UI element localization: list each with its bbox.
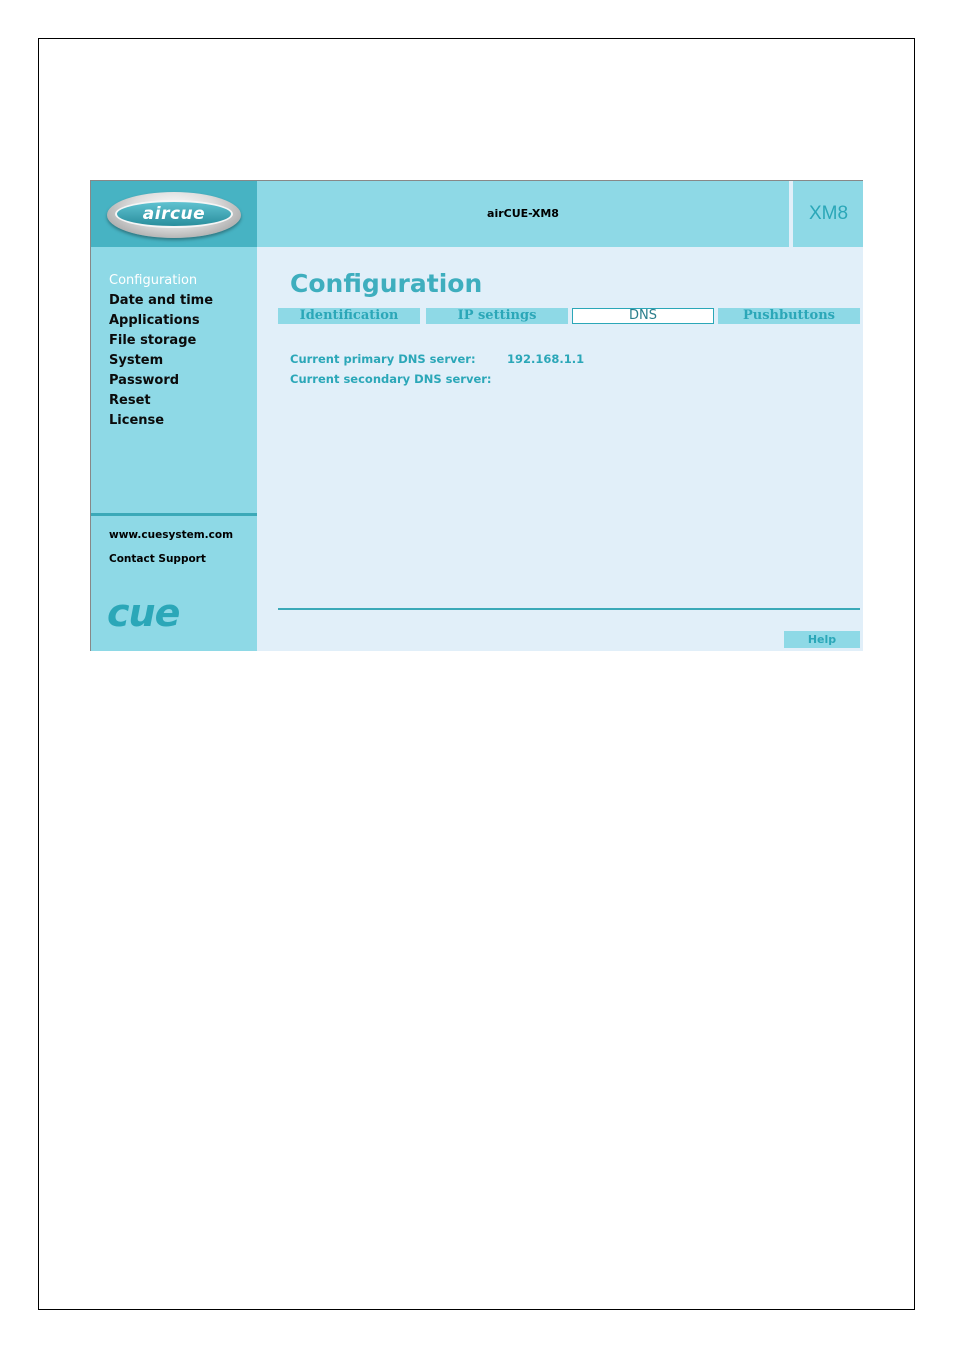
tab-pushbuttons[interactable]: Pushbuttons — [718, 308, 860, 324]
tab-ip-settings[interactable]: IP settings — [426, 308, 568, 324]
logo-badge — [115, 200, 233, 228]
tab-identification[interactable]: Identification — [278, 308, 420, 324]
primary-dns-value: 192.168.1.1 — [507, 352, 585, 366]
sidebar-item-configuration[interactable]: Configuration — [109, 273, 198, 288]
sidebar-item-file-storage[interactable]: File storage — [109, 333, 197, 348]
help-button[interactable]: Help — [784, 631, 860, 648]
secondary-dns-label: Current secondary DNS server: — [290, 372, 492, 386]
aircue-logo[interactable] — [107, 192, 241, 238]
sidebar-divider — [91, 513, 257, 516]
device-title: airCUE-XM8 — [487, 207, 559, 220]
model-badge — [793, 181, 863, 247]
tab-dns[interactable]: DNS — [572, 308, 714, 324]
sidebar-item-applications[interactable]: Applications — [109, 313, 200, 328]
primary-dns-label: Current primary DNS server: — [290, 352, 476, 366]
page-title: Configuration — [290, 269, 483, 298]
header-bar — [257, 181, 789, 247]
cue-brand-logo: cue — [107, 591, 180, 635]
model-label: XM8 — [808, 203, 849, 224]
website-link[interactable]: www.cuesystem.com — [109, 529, 234, 541]
sidebar-item-license[interactable]: License — [109, 413, 165, 428]
content-divider — [278, 608, 860, 610]
sidebar-item-date-and-time[interactable]: Date and time — [109, 293, 214, 308]
aircue-logo-area — [91, 181, 257, 247]
web-interface — [90, 180, 863, 651]
sidebar — [91, 247, 257, 651]
sidebar-item-reset[interactable]: Reset — [109, 393, 151, 408]
logo-text: aircue — [142, 204, 206, 224]
sidebar-item-system[interactable]: System — [109, 353, 164, 368]
sidebar-item-password[interactable]: Password — [109, 373, 180, 388]
sidebar-nav — [109, 271, 213, 431]
contact-support-link[interactable]: Contact Support — [109, 553, 206, 565]
